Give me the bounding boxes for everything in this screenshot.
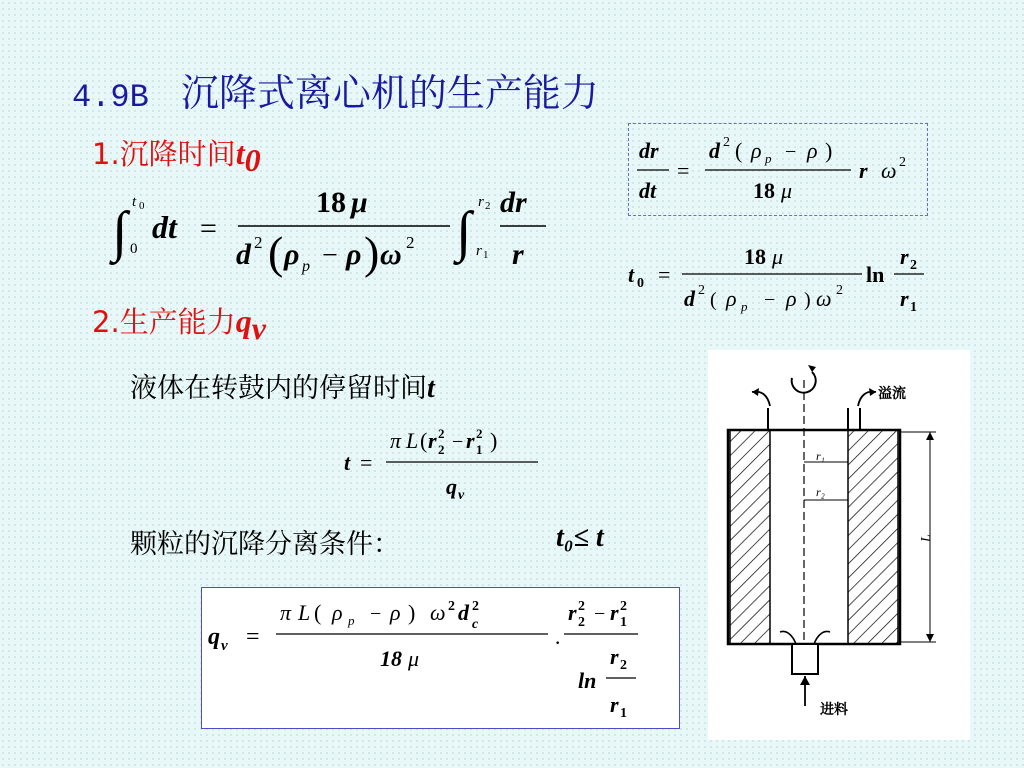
- svg-text:ω: ω: [816, 286, 832, 311]
- separation-condition-label: 颗粒的沉降分离条件：: [130, 529, 400, 560]
- svg-text:2: 2: [472, 599, 479, 614]
- svg-text:dt: dt: [639, 178, 657, 203]
- residence-time-formula: [342, 424, 552, 508]
- section2-sub: v: [251, 309, 266, 346]
- svg-text:1: 1: [620, 706, 627, 721]
- svg-text:2: 2: [723, 135, 730, 150]
- centrifuge-diagram: [708, 350, 970, 740]
- svg-text:0: 0: [637, 276, 644, 291]
- svg-text:r: r: [568, 600, 577, 625]
- svg-text:ρ: ρ: [751, 138, 762, 163]
- section2-label: 生产能力: [119, 305, 236, 339]
- svg-text:r: r: [476, 243, 482, 259]
- svg-text:p: p: [741, 299, 748, 314]
- svg-text:ln: ln: [866, 262, 885, 287]
- svg-text:2: 2: [438, 442, 445, 457]
- svg-text:18: 18: [316, 186, 346, 219]
- svg-text:2: 2: [899, 155, 906, 170]
- svg-text:1: 1: [476, 442, 483, 457]
- svg-text:r: r: [478, 194, 484, 210]
- svg-text:r: r: [610, 600, 619, 625]
- svg-text:∫: ∫: [112, 201, 128, 263]
- svg-text:r: r: [466, 428, 475, 453]
- svg-text:): ): [408, 600, 416, 625]
- svg-text:π: π: [390, 428, 402, 453]
- overflow-label: 溢流: [878, 387, 906, 402]
- svg-text:t: t: [132, 194, 137, 210]
- svg-text:2: 2: [254, 233, 263, 252]
- svg-text:18: 18: [753, 178, 775, 203]
- svg-text:ω: ω: [430, 600, 446, 625]
- title-text: 沉降式离心机的生产能力: [180, 71, 599, 115]
- r2-label: r₂: [816, 485, 825, 499]
- section1-label: 沉降时间: [119, 137, 236, 171]
- svg-text:): ): [364, 227, 380, 278]
- svg-text:ρ: ρ: [346, 238, 362, 271]
- svg-text:μ: μ: [351, 186, 368, 219]
- svg-text:dr: dr: [500, 186, 527, 219]
- svg-text:d: d: [236, 238, 251, 271]
- svg-text:d: d: [709, 138, 720, 163]
- svg-text:−: −: [764, 289, 776, 311]
- svg-text:(: (: [710, 289, 717, 311]
- feed-label: 进料: [820, 703, 848, 718]
- svg-text:(: (: [420, 428, 428, 453]
- svg-text:·: ·: [554, 630, 562, 655]
- capacity-formula-box: [201, 587, 680, 729]
- svg-text:): ): [490, 428, 498, 453]
- length-label: L: [919, 534, 934, 542]
- svg-text:L: L: [298, 600, 311, 625]
- residence-time-var: t: [427, 373, 435, 404]
- separation-condition-inequality: t₀≤ t: [556, 522, 604, 553]
- svg-text:2: 2: [836, 283, 843, 298]
- svg-text:r: r: [859, 158, 868, 183]
- svg-text:ρ: ρ: [332, 600, 343, 625]
- svg-text:r: r: [428, 428, 437, 453]
- svg-text:μ: μ: [408, 646, 420, 671]
- svg-text:(: (: [314, 600, 322, 625]
- svg-text:18: 18: [380, 646, 402, 671]
- svg-text:18: 18: [744, 244, 766, 269]
- section2-var: q: [235, 303, 252, 339]
- svg-text:=: =: [200, 212, 217, 245]
- svg-text:r: r: [512, 238, 524, 271]
- svg-text:π: π: [280, 600, 292, 625]
- page-title: [72, 62, 599, 117]
- svg-text:2: 2: [910, 258, 917, 273]
- svg-text:r: r: [610, 644, 619, 669]
- svg-text:1: 1: [483, 249, 489, 261]
- svg-text:ρ: ρ: [786, 286, 797, 311]
- svg-text:1: 1: [910, 300, 917, 315]
- settling-integral-equation: [108, 180, 568, 280]
- svg-text:=: =: [360, 450, 373, 475]
- svg-text:2: 2: [620, 599, 627, 614]
- svg-text:p: p: [765, 151, 772, 166]
- svg-text:−: −: [322, 240, 338, 271]
- svg-text:ρ: ρ: [726, 286, 737, 311]
- svg-text:0: 0: [139, 200, 145, 212]
- svg-text:=: =: [677, 158, 690, 183]
- svg-text:1: 1: [620, 615, 627, 630]
- svg-text:L: L: [406, 428, 419, 453]
- svg-text:ω: ω: [881, 158, 897, 183]
- centrifuge-drawing: [708, 350, 970, 740]
- r1-label: r₁: [816, 449, 825, 463]
- svg-text:−: −: [370, 603, 382, 625]
- svg-text:2: 2: [476, 426, 483, 441]
- svg-text:): ): [825, 138, 833, 163]
- svg-text:(: (: [735, 138, 743, 163]
- section1-number: 1.: [92, 137, 120, 171]
- svg-text:v: v: [458, 488, 465, 503]
- svg-text:=: =: [658, 262, 671, 287]
- title-number: 4.9B: [72, 79, 149, 116]
- svg-text:2: 2: [448, 599, 455, 614]
- svg-text:ln: ln: [578, 668, 597, 693]
- svg-text:μ: μ: [781, 178, 793, 203]
- svg-text:r: r: [900, 286, 909, 311]
- svg-text:−: −: [452, 431, 464, 453]
- svg-text:2: 2: [485, 200, 491, 212]
- svg-text:c: c: [472, 617, 479, 632]
- section2-number: 2.: [92, 305, 120, 339]
- svg-text:d: d: [684, 286, 695, 311]
- svg-text:2: 2: [578, 615, 585, 630]
- svg-text:ρ: ρ: [390, 600, 401, 625]
- svg-text:q: q: [208, 624, 220, 650]
- svg-text:dt: dt: [152, 209, 177, 245]
- svg-text:p: p: [348, 613, 355, 628]
- svg-text:2: 2: [698, 283, 705, 298]
- velocity-formula: [629, 124, 927, 215]
- svg-text:v: v: [221, 638, 228, 654]
- svg-text:r: r: [900, 244, 909, 269]
- settling-time-formula: [626, 236, 936, 316]
- svg-text:2: 2: [406, 233, 415, 252]
- svg-text:0: 0: [130, 241, 138, 257]
- svg-text:p: p: [302, 258, 310, 275]
- section2-heading: [92, 300, 266, 347]
- svg-text:2: 2: [438, 426, 445, 441]
- svg-text:−: −: [785, 141, 797, 163]
- svg-text:∫: ∫: [456, 201, 472, 263]
- svg-text:2: 2: [578, 599, 585, 614]
- svg-text:ω: ω: [380, 238, 402, 271]
- svg-text:d: d: [458, 600, 469, 625]
- separation-condition-text: [130, 522, 400, 561]
- velocity-formula-box: [628, 123, 928, 216]
- capacity-formula: [202, 588, 679, 728]
- residence-time-text: [130, 366, 435, 405]
- svg-text:r: r: [610, 692, 619, 717]
- section1-var: t: [235, 135, 245, 171]
- svg-text:q: q: [446, 474, 457, 499]
- svg-text:(: (: [268, 227, 284, 278]
- svg-text:=: =: [246, 624, 260, 650]
- svg-text:): ): [804, 289, 811, 311]
- svg-text:ρ: ρ: [284, 238, 300, 271]
- svg-text:t: t: [344, 450, 351, 475]
- svg-text:ρ: ρ: [807, 138, 818, 163]
- svg-text:2: 2: [620, 658, 627, 673]
- svg-text:t: t: [628, 262, 635, 287]
- svg-text:dr: dr: [639, 138, 659, 163]
- section1-heading: [92, 132, 261, 179]
- section1-sub: 0: [244, 141, 261, 178]
- residence-time-label: 液体在转鼓内的停留时间: [130, 373, 427, 404]
- svg-text:−: −: [594, 603, 606, 625]
- svg-text:μ: μ: [772, 244, 784, 269]
- separation-condition: [556, 522, 604, 554]
